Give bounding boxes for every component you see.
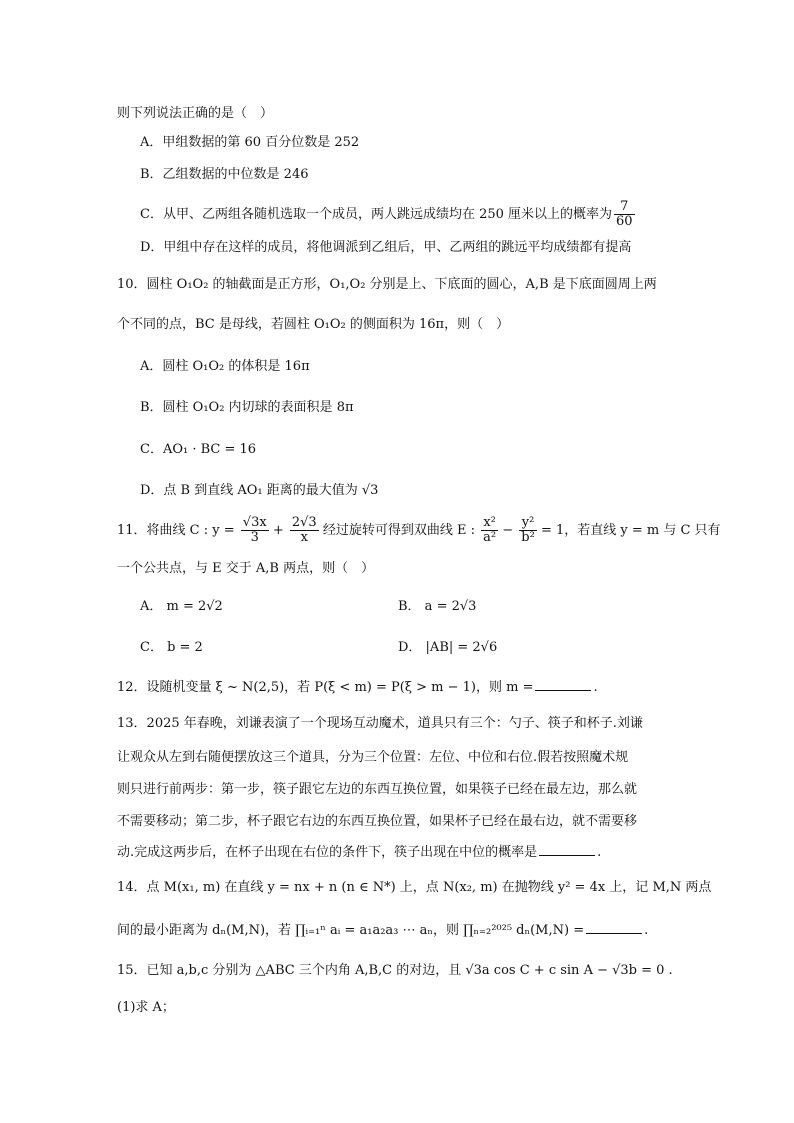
q9-option-c-fraction (614, 200, 635, 229)
q9-option-b: B．乙组数据的中位数是 246 (140, 167, 309, 182)
q10-option-d: D．点 B 到直线 AO₁ 距离的最大值为 √3 (140, 483, 379, 498)
q11-fraction-1 (241, 516, 269, 545)
q11-option-a: A． m = 2√2 (140, 599, 223, 614)
q10-option-c: C．AO₁ · BC = 16 (140, 442, 257, 457)
q14-tail: . (644, 923, 649, 938)
q13-tail: . (597, 845, 602, 860)
q9-stem: 则下列说法正确的是（ ） (117, 106, 274, 121)
q13-line2: 让观众从左到右随便摆放这三个道具，分为三个位置：左位、中位和右位.假若按照魔术规 (117, 750, 629, 765)
q14-line2 (117, 921, 648, 941)
q13-line5 (117, 843, 601, 863)
fraction-denominator: 60 (616, 214, 633, 229)
q11-option-c: C． b = 2 (140, 640, 203, 655)
q11-stem-line1 (117, 516, 721, 545)
q12-text: 12．设随机变量 ξ ~ N(2,5)，若 P(ξ < m) = P(ξ > m − 1)，则 m = (117, 680, 534, 695)
fraction-denominator: 3 (250, 530, 259, 545)
q15-stem: 15．已知 a,b,c 分别为 △ABC 三个内角 A,B,C 的对边，且 √3a cos C + c sin A − √3b = 0 . (117, 963, 673, 978)
plus-sign: + (272, 523, 284, 538)
q9-option-a: A．甲组数据的第 60 百分位数是 252 (140, 135, 360, 150)
q10-option-b: B．圆柱 O₁O₂ 内切球的表面积是 8π (140, 400, 354, 415)
answer-blank (539, 843, 595, 856)
q11-fraction-3 (481, 516, 498, 545)
fraction-denominator: x (300, 530, 308, 545)
q14-line1: 14．点 M(x₁, m) 在直线 y = nx + n (n ∈ N*) 上，点 N(x₂, m) 在抛物线 y² = 4x 上，记 M,N 两点 (117, 880, 712, 895)
q11-fraction-4 (519, 516, 537, 545)
q14-line2-text: 间的最小距离为 dₙ(M,N)，若 ∏ᵢ₌₁ⁿ aᵢ = a₁a₂a₃ ⋯ aₙ，则 ∏ₙ₌₂²⁰²⁵ dₙ(M,N) = (117, 923, 585, 938)
fraction-numerator: 7 (614, 200, 635, 215)
fraction-numerator: y² (519, 516, 537, 531)
q11-text-c: = 1，若直线 y = m 与 C 只有 (540, 523, 721, 538)
q10-stem-line1: 10．圆柱 O₁O₂ 的轴截面是正方形，O₁,O₂ 分别是上、下底面的圆心，A,B 是下底面圆周上两 (117, 277, 657, 292)
q11-option-d: D． |AB| = 2√6 (398, 640, 498, 655)
q9-option-c-text: C．从甲、乙两组各随机选取一个成员，两人跳远成绩均在 250 厘米以上的概率为 (140, 207, 613, 222)
q10-option-a: A．圆柱 O₁O₂ 的体积是 16π (140, 359, 310, 374)
fraction-numerator: 2√3 (291, 515, 317, 530)
q12-stem (117, 678, 598, 698)
fraction-denominator: b² (521, 530, 535, 545)
q11-option-b: B． a = 2√3 (398, 599, 477, 614)
answer-blank (586, 921, 642, 934)
q11-stem-line2: 一个公共点，与 E 交于 A,B 两点，则（ ） (117, 561, 375, 576)
fraction-numerator: √3x (242, 515, 267, 530)
q13-line1: 13．2025 年春晚，刘谦表演了一个现场互动魔术，道具只有三个：勺子、筷子和杯子.刘谦 (117, 716, 643, 731)
q9-option-c (140, 200, 635, 229)
answer-blank (535, 678, 591, 691)
q13-line3: 则只进行前两步：第一步，筷子跟它左边的东西互换位置，如果筷子已经在最左边，那么就 (117, 782, 638, 797)
q12-tail: . (593, 680, 598, 695)
q11-text-b: 经过旋转可得到双曲线 E : (322, 523, 475, 538)
q13-line4: 不需要移动；第二步，杯子跟它右边的东西互换位置，如果杯子已经在最右边，就不需要移 (117, 814, 638, 829)
q11-text-a: 11．将曲线 C : y = (117, 523, 235, 538)
fraction-denominator: a² (483, 530, 497, 545)
q15-part1: (1)求 A； (117, 1000, 175, 1015)
q13-line5-text: 动.完成这两步后，在杯子出现在右位的条件下，筷子出现在中位的概率是 (117, 845, 538, 860)
q9-option-d: D．甲组中存在这样的成员，将他调派到乙组后，甲、乙两组的跳远平均成绩都有提高 (140, 240, 632, 255)
fraction-numerator: x² (481, 516, 498, 531)
q10-stem-line2: 个不同的点，BC 是母线，若圆柱 O₁O₂ 的侧面积为 16π，则（ ） (117, 317, 510, 332)
q11-fraction-2 (290, 516, 319, 545)
minus-sign: − (502, 523, 514, 538)
